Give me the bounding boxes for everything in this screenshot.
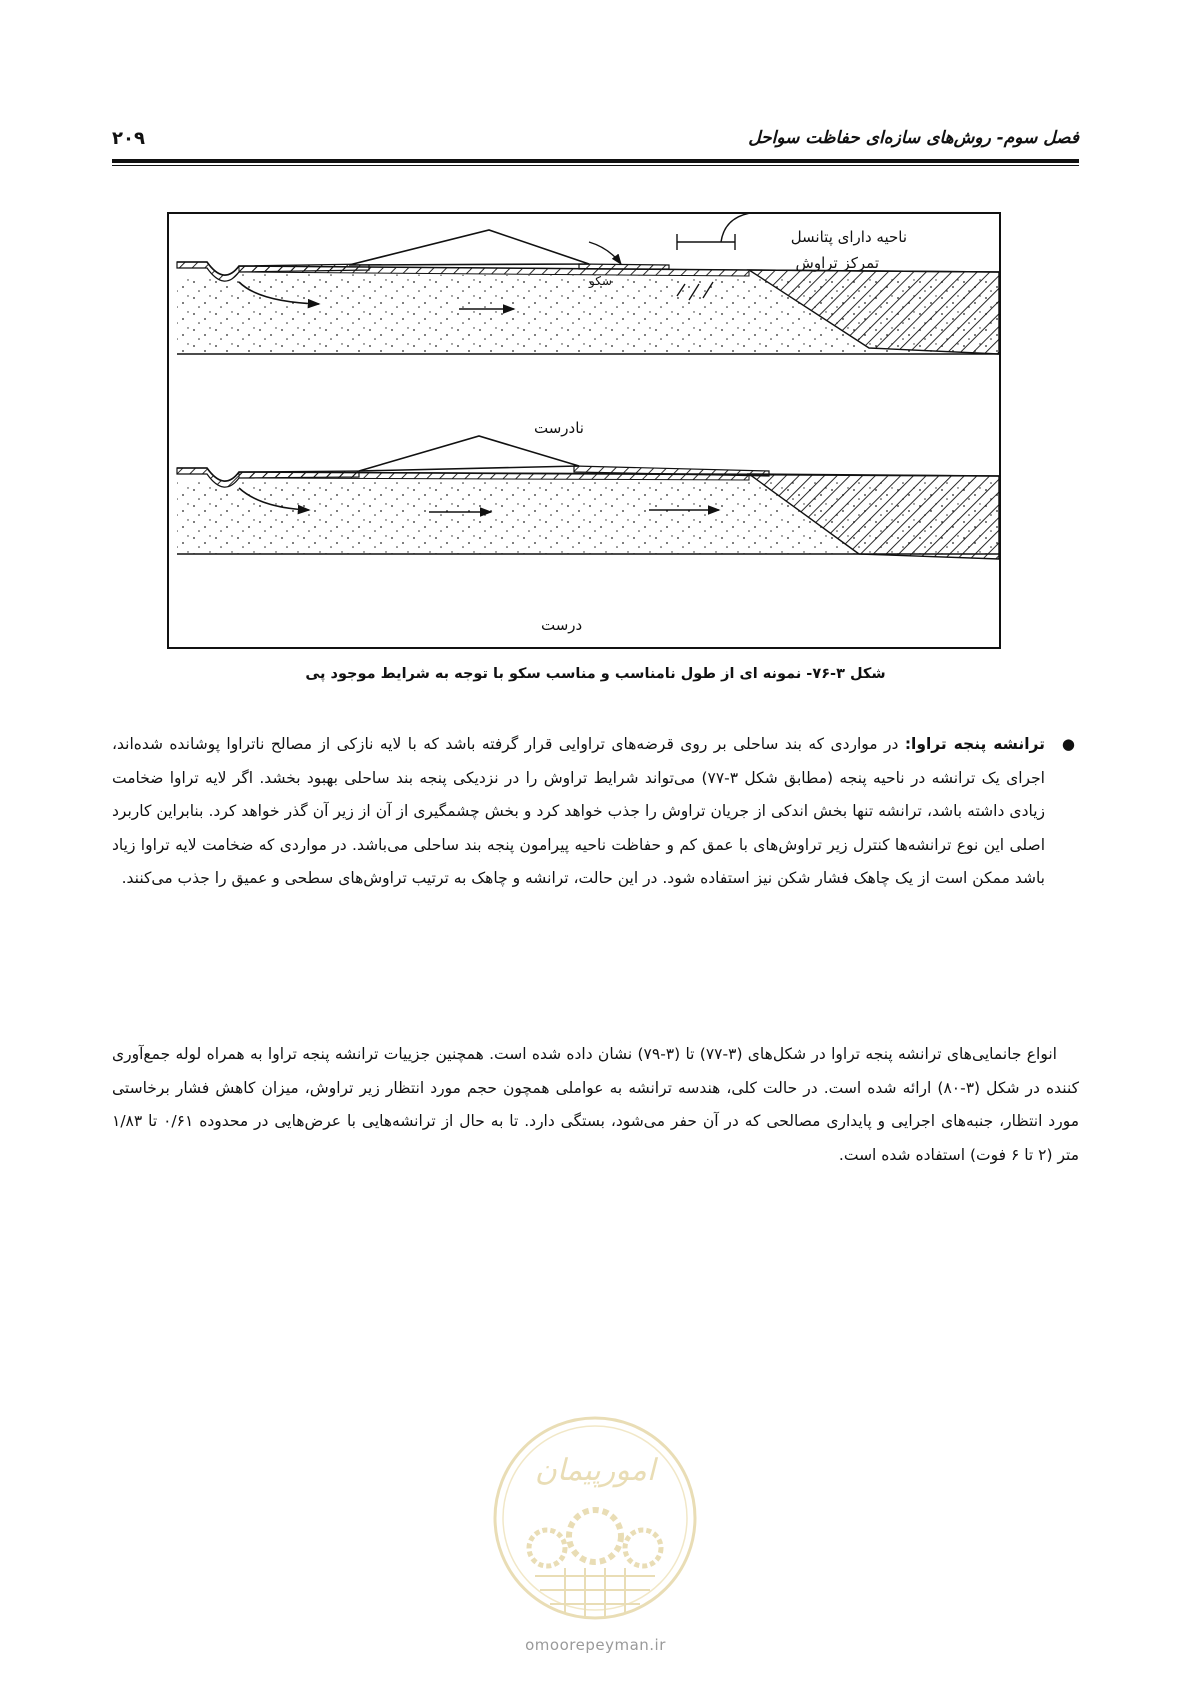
bullet-icon: ●: [1061, 735, 1075, 753]
levee-diagram: [169, 214, 999, 647]
running-header: [112, 128, 1079, 162]
bullet-paragraph: [112, 728, 1079, 896]
watermark-logo-text: امورپیمان: [534, 1453, 656, 1488]
label-platform: سکو: [589, 274, 612, 288]
label-seepage-zone-line2: تمرکز تراوش: [795, 254, 879, 272]
body-paragraph: انواع جانمایی‌های ترانشه پنجه تراوا در شکل‌های (۳-۷۷) تا (۳-۷۹) نشان داده شده است. همچنین جزییات ترانشه پنجه تراوا به همراه لوله جمع‌آوری کننده در شکل (۳-۸۰) ارائه شده است. در حالت کلی، هندسه ترانشه به عواملی همچون حجم مورد انتظار زیر تراوش، میزان کاهش فشار برخاستی مورد انتظار، جنبه‌های اجرایی و پایداری مصالحی که در آن حفر می‌شود، بستگی دارد. تا به حال از ترانشه‌هایی با عرض‌هایی در محدوده ۰/۶۱ تا ۱/۸۳ متر (۲ تا ۶ فوت) استفاده شده است.: [112, 1045, 1080, 1164]
figure-levee-platform: [167, 212, 1001, 649]
bullet-text: در مواردی که بند ساحلی بر روی قرضه‌های تراوایی قرار گرفته باشد که با لایه نازکی از مصالح ناتراوا پوشانده شده‌اند، اجرای یک ترانشه در ناحیه پنجه (مطابق شکل ۳-۷۷) می‌تواند شرایط تراوش را در نزدیکی پنجه بند ساحلی بهبود بخشد. اگر لایه تراوا ضخامت زیادی داشته باشد، ترانشه تنها بخش اندکی از جریان تراوش را جذب خواهد کرد و بخش چشمگیری از آن از زیر آن گذر خواهد کرد. بنابراین کاربرد اصلی این نوع ترانشه‌ها کنترل زیر تراوش‌های با عمق کم و حفاظت ناحیه پیرامون پنجه بند ساحلی می‌باشد. در مواردی که ضخامت لایه تراوا زیاد باشد ممکن است از یک چاهک فشار شکن نیز استفاده شود. در این حالت، ترانشه و چاهک به ترتیب تراوش‌های سطحی و عمیق را جذب می‌کنند.: [112, 735, 1045, 887]
label-seepage-zone-line1: ناحیه دارای پتانسل: [790, 228, 907, 246]
chapter-title: فصل سوم- روش‌های سازه‌ای حفاظت سواحل: [748, 128, 1079, 148]
label-incorrect: نادرست: [534, 419, 584, 437]
page-number: ۲۰۹: [112, 128, 145, 149]
figure-caption: شکل ۳-۷۶- نمونه ای از طول نامناسب و مناسب سکو با توجه به شرایط موجود پی: [305, 666, 886, 682]
gear-logo-icon: [485, 1408, 705, 1628]
watermark-url: omoorepeyman.ir: [525, 1636, 666, 1654]
bullet-term: ترانشه پنجه تراوا:: [904, 735, 1045, 753]
watermark-logo: [485, 1408, 705, 1628]
header-rule-thin: [112, 165, 1079, 166]
section-correct: [177, 436, 999, 559]
header-rule-thick: [112, 159, 1079, 163]
label-correct: درست: [541, 616, 583, 634]
